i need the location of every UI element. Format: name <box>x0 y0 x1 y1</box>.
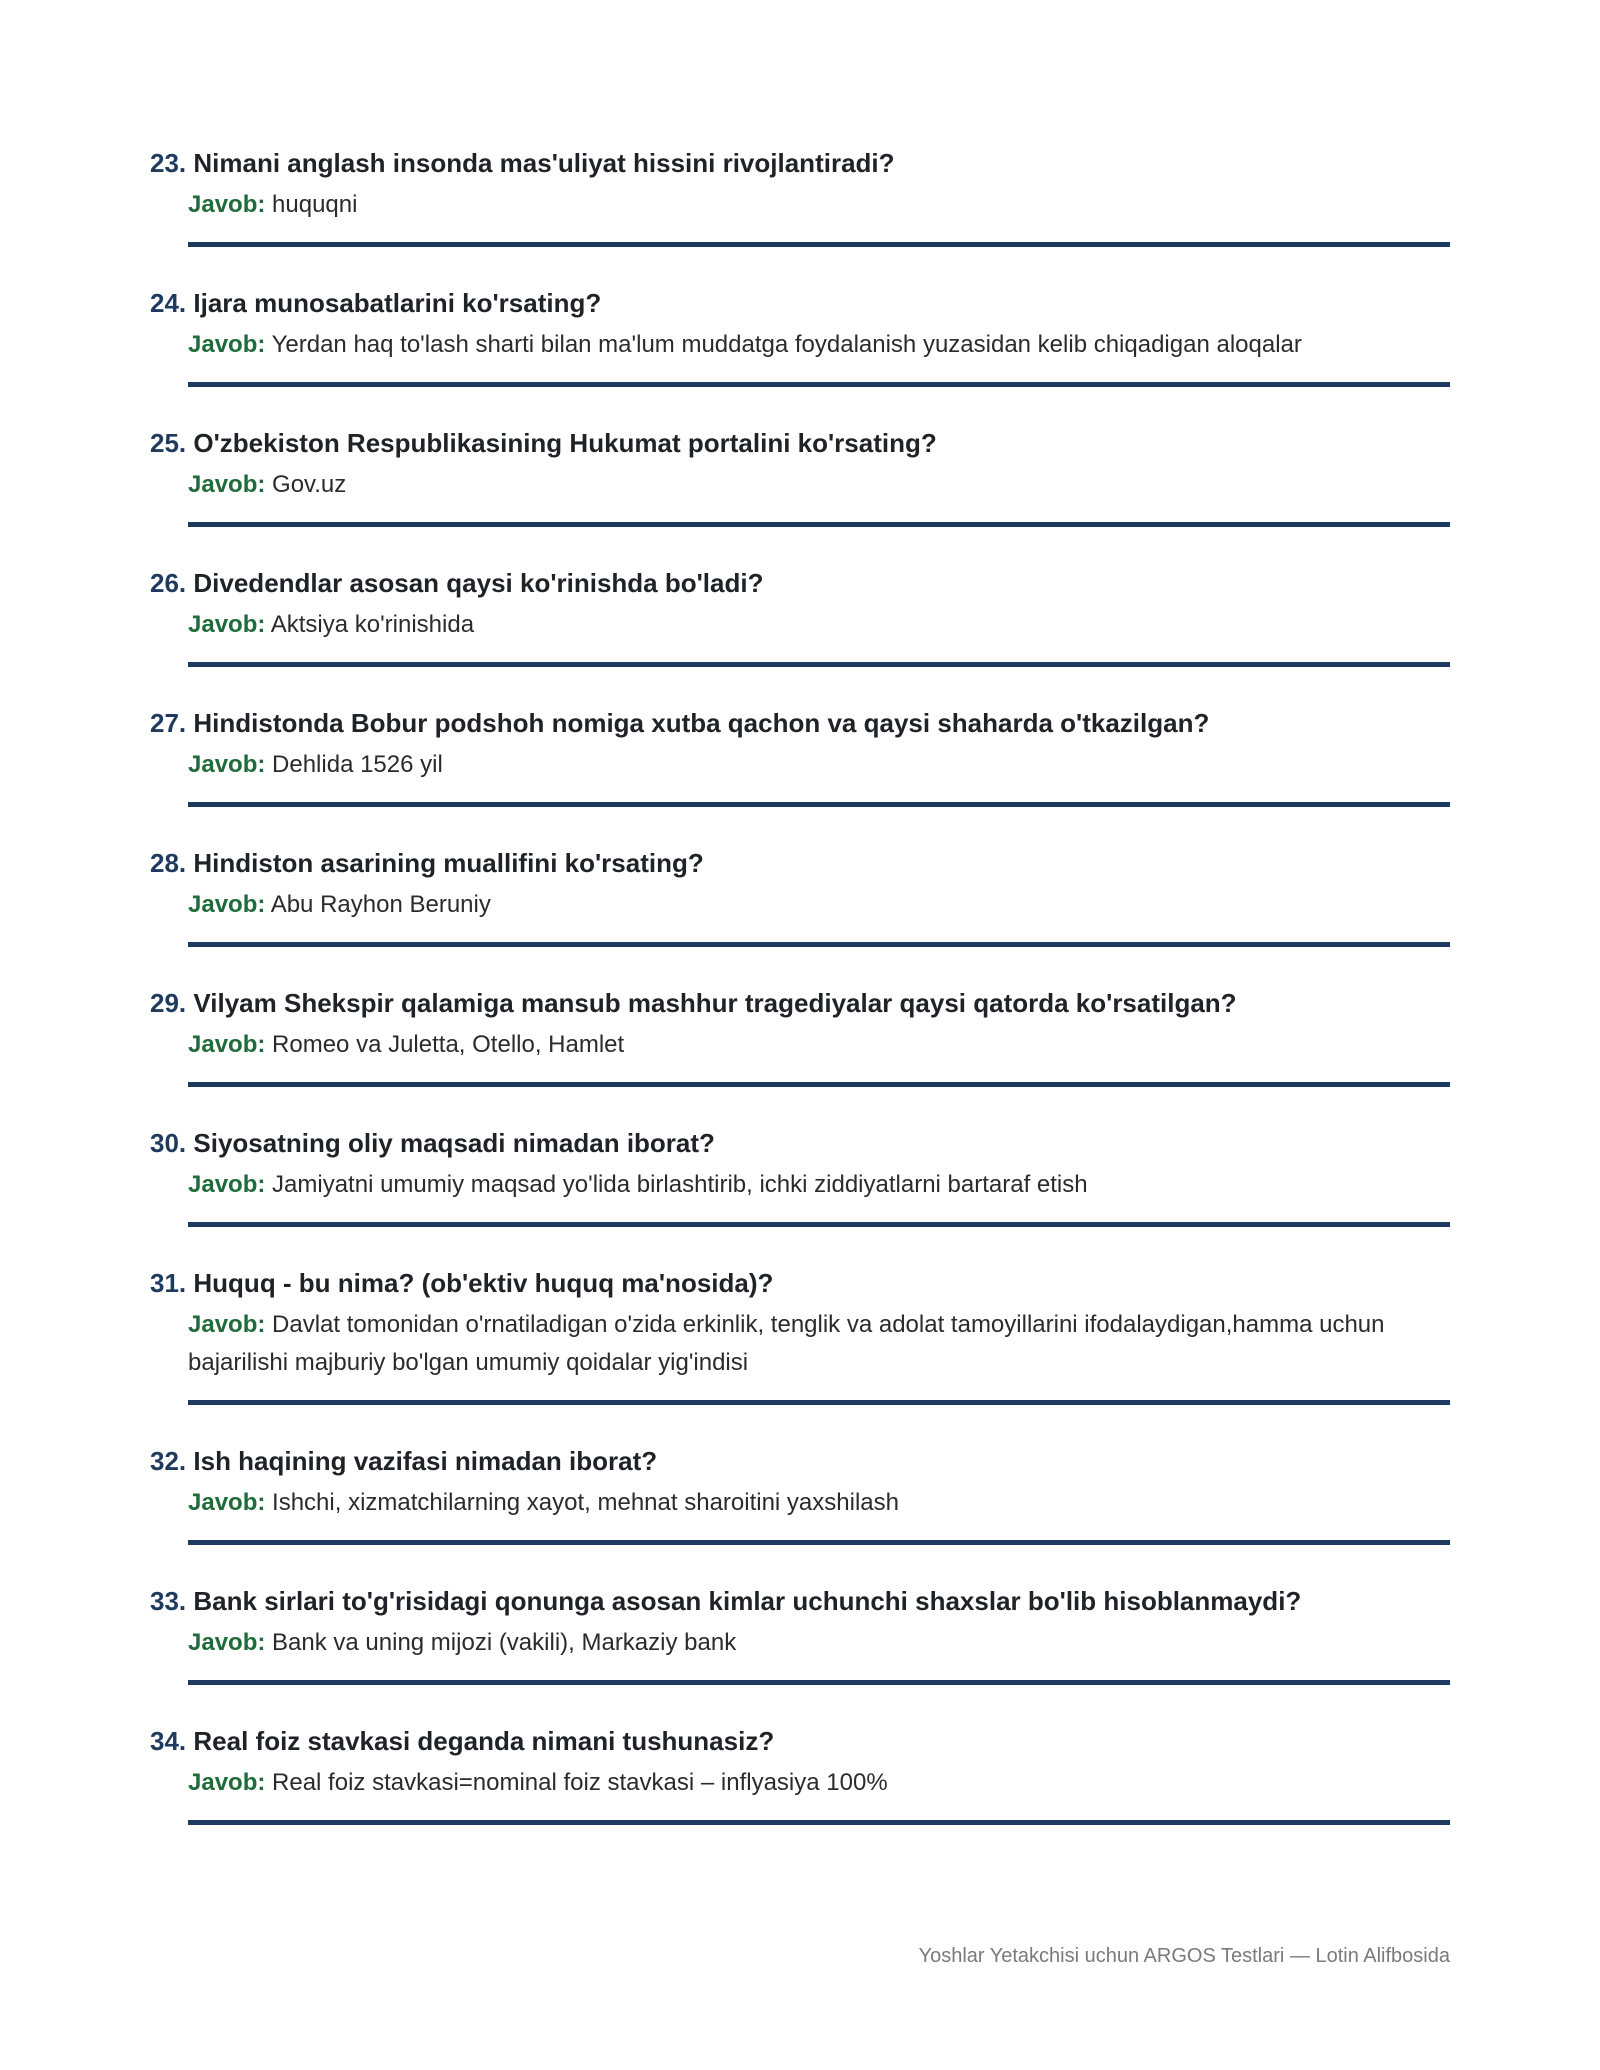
question-number: 28. <box>150 848 187 878</box>
question-number: 24. <box>150 288 187 318</box>
qa-item <box>150 1578 1450 1685</box>
divider <box>188 382 1450 387</box>
answer <box>188 746 1450 784</box>
answer-text: Ishchi, xizmatchilarning xayot, mehnat sharoitini yaxshilash <box>272 1489 899 1516</box>
answer-text: Davlat tomonidan o'rnatiladigan o'zida erkinlik, tenglik va adolat tamoyillarini ifodalaydigan,hamma uchun bajarilishi majburiy bo'lgan umumiy qoidalar yig'indisi <box>188 1311 1385 1376</box>
answer <box>188 466 1450 504</box>
qa-item <box>150 420 1450 527</box>
answer-text: Romeo va Juletta, Otello, Hamlet <box>272 1031 625 1058</box>
answer-text: Real foiz stavkasi=nominal foiz stavkasi – inflyasiya 100% <box>272 1769 888 1796</box>
answer-label: Javob: <box>188 191 266 218</box>
answer-label: Javob: <box>188 1311 266 1338</box>
divider <box>188 662 1450 667</box>
answer <box>188 886 1450 924</box>
qa-item <box>150 840 1450 947</box>
question-number: 32. <box>150 1446 187 1476</box>
qa-item <box>150 1120 1450 1227</box>
question-number: 23. <box>150 148 187 178</box>
answer-text: Gov.uz <box>272 471 347 498</box>
question-number: 33. <box>150 1586 187 1616</box>
qa-item <box>150 1718 1450 1825</box>
question <box>150 140 1450 186</box>
question-text: Bank sirlari to'g'risidagi qonunga asosan kimlar uchunchi shaxslar bo'lib hisoblanmaydi? <box>193 1586 1302 1616</box>
answer-text: Jamiyatni umumiy maqsad yo'lida birlashtirib, ichki ziddiyatlarni bartaraf etish <box>272 1171 1088 1198</box>
question-text: Huquq - bu nima? (ob'ektiv huquq ma'nosida)? <box>193 1268 774 1298</box>
answer <box>188 1624 1450 1662</box>
answer-text: Bank va uning mijozi (vakili), Markaziy bank <box>272 1629 737 1656</box>
answer <box>188 1166 1450 1204</box>
answer-label: Javob: <box>188 471 266 498</box>
qa-item <box>150 700 1450 807</box>
question-text: Hindistonda Bobur podshoh nomiga xutba qachon va qaysi shaharda o'tkazilgan? <box>193 708 1210 738</box>
question <box>150 840 1450 886</box>
qa-item <box>150 280 1450 387</box>
answer-label: Javob: <box>188 1769 266 1796</box>
answer-text: Dehlida 1526 yil <box>272 751 443 778</box>
divider <box>188 1222 1450 1227</box>
divider <box>188 1400 1450 1405</box>
question-text: Ish haqining vazifasi nimadan iborat? <box>193 1446 658 1476</box>
qa-list <box>150 140 1450 1858</box>
question-number: 30. <box>150 1128 187 1158</box>
question <box>150 1120 1450 1166</box>
answer-text: Abu Rayhon Beruniy <box>270 891 491 918</box>
answer <box>188 186 1450 224</box>
question-text: Real foiz stavkasi deganda nimani tushunasiz? <box>193 1726 775 1756</box>
question <box>150 700 1450 746</box>
answer-label: Javob: <box>188 1629 266 1656</box>
question <box>150 420 1450 466</box>
question <box>150 1578 1450 1624</box>
divider <box>188 522 1450 527</box>
qa-item <box>150 1260 1450 1405</box>
answer <box>188 606 1450 644</box>
page-footer: Yoshlar Yetakchisi uchun ARGOS Testlari — Lotin Alifbosida <box>918 1945 1450 1967</box>
question-number: 26. <box>150 568 187 598</box>
answer-text: Aktsiya ko'rinishida <box>270 611 475 638</box>
question-text: Nimani anglash insonda mas'uliyat hissini rivojlantiradi? <box>193 148 895 178</box>
question-number: 29. <box>150 988 187 1018</box>
divider <box>188 942 1450 947</box>
question-text: Siyosatning oliy maqsadi nimadan iborat? <box>193 1128 715 1158</box>
question <box>150 1260 1450 1306</box>
divider <box>188 1820 1450 1825</box>
question-text: Hindiston asarining muallifini ko'rsating? <box>193 848 704 878</box>
question-text: O'zbekiston Respublikasining Hukumat portalini ko'rsating? <box>193 428 937 458</box>
answer-label: Javob: <box>188 1171 266 1198</box>
answer-label: Javob: <box>188 1489 266 1516</box>
question-text: Vilyam Shekspir qalamiga mansub mashhur tragediyalar qaysi qatorda ko'rsatilgan? <box>193 988 1237 1018</box>
question <box>150 1718 1450 1764</box>
question-number: 34. <box>150 1726 187 1756</box>
answer <box>188 1764 1450 1802</box>
question-text: Ijara munosabatlarini ko'rsating? <box>193 288 602 318</box>
question <box>150 980 1450 1026</box>
question <box>150 560 1450 606</box>
divider <box>188 1082 1450 1087</box>
divider <box>188 242 1450 247</box>
question-text: Divedendlar asosan qaysi ko'rinishda bo'ladi? <box>193 568 764 598</box>
answer <box>188 326 1450 364</box>
question <box>150 1438 1450 1484</box>
answer-label: Javob: <box>188 611 266 638</box>
answer <box>188 1484 1450 1522</box>
qa-item <box>150 560 1450 667</box>
question-number: 27. <box>150 708 187 738</box>
answer-label: Javob: <box>188 331 266 358</box>
divider <box>188 1540 1450 1545</box>
question-number: 25. <box>150 428 187 458</box>
answer-label: Javob: <box>188 891 266 918</box>
qa-item <box>150 1438 1450 1545</box>
divider <box>188 802 1450 807</box>
qa-item <box>150 980 1450 1087</box>
question-number: 31. <box>150 1268 187 1298</box>
question <box>150 280 1450 326</box>
answer-text: Yerdan haq to'lash sharti bilan ma'lum muddatga foydalanish yuzasidan kelib chiqadigan aloqalar <box>271 331 1302 358</box>
answer-label: Javob: <box>188 751 266 778</box>
answer-label: Javob: <box>188 1031 266 1058</box>
answer <box>188 1306 1450 1382</box>
answer-text: huquqni <box>272 191 358 218</box>
qa-item <box>150 140 1450 247</box>
divider <box>188 1680 1450 1685</box>
answer <box>188 1026 1450 1064</box>
